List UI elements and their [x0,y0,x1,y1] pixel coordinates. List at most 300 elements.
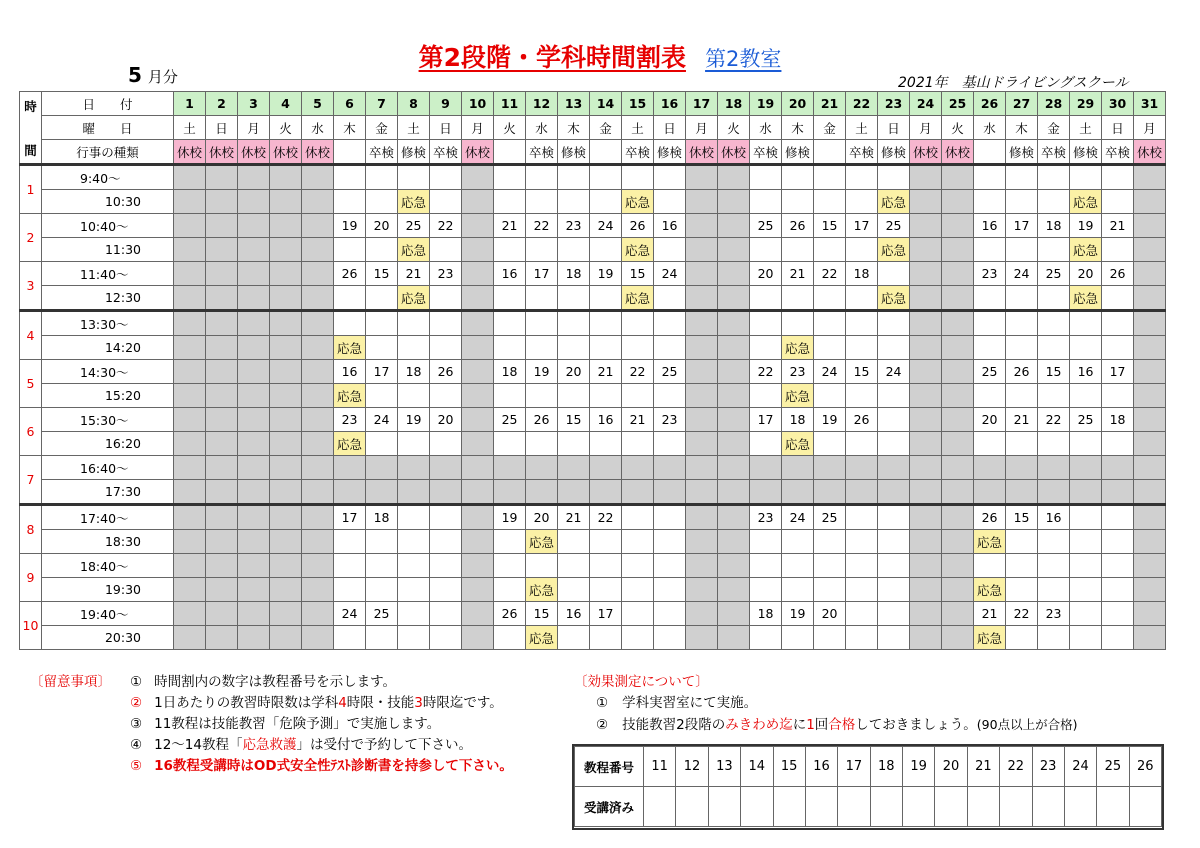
lesson-cell [206,554,238,578]
lesson-cell [430,311,462,336]
effect-text-red1: みきわめ迄 [725,717,793,733]
lesson-cell [206,214,238,238]
jikan-char: 時 [24,98,37,114]
note-text-pre: 1日あたりの教習時限数は学科 [154,695,339,711]
lesson-cell [750,238,782,262]
weekday-header-cell: 土 [622,116,654,140]
lesson-cell [718,408,750,432]
lesson-cell [238,360,270,384]
lesson-cell [622,578,654,602]
lesson-cell [174,286,206,311]
lesson-cell [846,190,878,214]
event-header-cell [334,140,366,165]
lesson-cell [654,480,686,505]
lesson-cell [878,262,910,286]
lesson-cell: 26 [1102,262,1134,286]
lesson-cell [1102,505,1134,530]
attendance-number: 26 [1129,747,1161,787]
lesson-cell [174,238,206,262]
lesson-cell [846,165,878,190]
lesson-cell [494,311,526,336]
lesson-cell [1038,432,1070,456]
date-header-cell: 27 [1006,92,1038,116]
lesson-cell [1070,554,1102,578]
lesson-cell: 15 [814,214,846,238]
weekday-header-cell: 水 [302,116,334,140]
lesson-cell [174,626,206,650]
lesson-cell [238,384,270,408]
lesson-cell [174,190,206,214]
lesson-cell [238,480,270,505]
event-header-label: 行事の種類 [42,140,174,165]
weekday-header-cell: 日 [878,116,910,140]
lesson-cell [462,456,494,480]
weekday-header-cell: 日 [206,116,238,140]
lesson-cell [366,286,398,311]
slot-end-time: 20:30 [42,626,174,650]
lesson-cell [942,554,974,578]
lesson-cell [942,505,974,530]
lesson-cell [1070,432,1102,456]
date-header-cell: 8 [398,92,430,116]
lesson-cell [558,190,590,214]
lesson-cell [494,530,526,554]
lesson-cell [494,286,526,311]
slot-start-time: 17:40〜 [42,505,174,530]
lesson-cell [846,456,878,480]
lesson-cell [174,530,206,554]
lesson-cell: 26 [1006,360,1038,384]
lesson-cell: 26 [846,408,878,432]
lesson-cell [942,360,974,384]
lesson-cell [430,480,462,505]
lesson-cell: 18 [398,360,430,384]
lesson-cell [398,578,430,602]
date-header-cell: 18 [718,92,750,116]
lesson-cell: 15 [1038,360,1070,384]
lesson-cell [270,602,302,626]
lesson-cell: 26 [526,408,558,432]
lesson-cell [494,165,526,190]
lesson-cell [622,554,654,578]
lesson-cell [462,190,494,214]
lesson-cell [206,578,238,602]
lesson-cell: 23 [430,262,462,286]
lesson-cell [270,626,302,650]
event-header-cell: 休校 [302,140,334,165]
emergency-cell: 応急 [526,578,558,602]
date-header-cell: 10 [462,92,494,116]
attendance-check-cell [676,787,708,827]
lesson-cell [302,262,334,286]
lesson-cell [270,480,302,505]
lesson-cell [910,480,942,505]
lesson-cell [238,626,270,650]
lesson-cell [302,480,334,505]
note-item [130,672,396,693]
lesson-cell [590,238,622,262]
lesson-cell [302,626,334,650]
date-header-cell: 1 [174,92,206,116]
lesson-cell [782,286,814,311]
lesson-cell [622,165,654,190]
lesson-cell [430,336,462,360]
lesson-cell [270,408,302,432]
lesson-cell [1102,336,1134,360]
lesson-cell [686,190,718,214]
lesson-cell [1038,238,1070,262]
date-header-cell: 13 [558,92,590,116]
date-header-cell: 23 [878,92,910,116]
slot-start-time: 18:40〜 [42,554,174,578]
slot-number: 8 [20,505,42,554]
lesson-cell [814,578,846,602]
lesson-cell: 16 [1038,505,1070,530]
lesson-cell [334,456,366,480]
lesson-cell [270,286,302,311]
date-header-cell: 20 [782,92,814,116]
emergency-cell: 応急 [622,238,654,262]
lesson-cell [622,530,654,554]
lesson-cell [238,602,270,626]
lesson-cell [1070,165,1102,190]
lesson-cell [846,432,878,456]
lesson-cell [590,456,622,480]
lesson-cell [430,286,462,311]
lesson-cell [526,311,558,336]
weekday-header-cell: 金 [590,116,622,140]
emergency-cell: 応急 [782,432,814,456]
lesson-cell [750,456,782,480]
lesson-cell [302,602,334,626]
note-item [130,756,513,777]
lesson-cell [846,602,878,626]
lesson-cell: 18 [1102,408,1134,432]
lesson-cell [270,554,302,578]
lesson-cell [334,238,366,262]
lesson-cell: 16 [494,262,526,286]
lesson-cell [686,626,718,650]
effect-text-post: しておきましょう。 [855,717,977,733]
lesson-cell [462,408,494,432]
lesson-cell [398,432,430,456]
lesson-cell [782,165,814,190]
lesson-cell: 19 [334,214,366,238]
note-item [130,735,513,756]
date-header-cell: 26 [974,92,1006,116]
emergency-cell: 応急 [782,336,814,360]
note-text-red1: 4 [338,695,347,711]
lesson-cell [686,408,718,432]
date-header-cell: 28 [1038,92,1070,116]
lesson-cell: 19 [814,408,846,432]
lesson-cell [622,311,654,336]
lesson-cell [1006,456,1038,480]
lesson-cell [942,432,974,456]
lesson-cell [398,384,430,408]
lesson-cell [462,602,494,626]
event-header-cell: 休校 [942,140,974,165]
lesson-cell [1134,480,1166,505]
slot-number: 7 [20,456,42,505]
lesson-cell [398,530,430,554]
lesson-cell: 17 [526,262,558,286]
lesson-cell [622,626,654,650]
lesson-cell [910,456,942,480]
emergency-cell: 応急 [782,384,814,408]
lesson-cell [462,360,494,384]
lesson-cell: 20 [1070,262,1102,286]
lesson-cell [686,578,718,602]
lesson-cell [718,505,750,530]
lesson-cell [814,336,846,360]
lesson-cell [910,384,942,408]
lesson-cell [174,214,206,238]
lesson-cell [270,456,302,480]
lesson-cell [1102,432,1134,456]
lesson-cell [238,408,270,432]
lesson-cell: 16 [1070,360,1102,384]
lesson-cell: 24 [590,214,622,238]
lesson-cell [878,626,910,650]
lesson-cell: 21 [1006,408,1038,432]
lesson-cell [1134,286,1166,311]
attendance-number: 18 [870,747,902,787]
lesson-cell [270,238,302,262]
event-header-cell: 休校 [718,140,750,165]
lesson-cell [526,554,558,578]
lesson-cell [302,336,334,360]
event-header-cell: 休校 [206,140,238,165]
lesson-cell [1070,456,1102,480]
date-header-cell: 15 [622,92,654,116]
note-text-red2: 3 [414,695,423,711]
lesson-cell: 23 [750,505,782,530]
lesson-cell [462,530,494,554]
attendance-number: 14 [741,747,773,787]
slot-start-time: 9:40〜 [42,165,174,190]
lesson-cell [270,311,302,336]
slot-start-time: 16:40〜 [42,456,174,480]
lesson-cell [206,408,238,432]
lesson-cell [270,190,302,214]
slot-number: 5 [20,360,42,408]
lesson-cell: 20 [430,408,462,432]
effect-text-mid2: 回 [814,717,829,733]
lesson-cell [750,432,782,456]
emergency-cell: 応急 [398,286,430,311]
lesson-cell [302,408,334,432]
attendance-check-cell [838,787,870,827]
lesson-cell [718,190,750,214]
attendance-number: 22 [1000,747,1032,787]
month-unit: 月分 [147,68,178,86]
lesson-cell [494,480,526,505]
lesson-cell [686,602,718,626]
lesson-cell [366,480,398,505]
lesson-cell [366,238,398,262]
lesson-cell: 26 [622,214,654,238]
slot-start-time: 10:40〜 [42,214,174,238]
lesson-cell [462,336,494,360]
lesson-cell: 17 [1006,214,1038,238]
lesson-cell [910,286,942,311]
lesson-cell: 19 [590,262,622,286]
slot-end-time: 10:30 [42,190,174,214]
effect-item [596,693,1077,714]
lesson-cell [1070,480,1102,505]
lesson-cell [910,530,942,554]
lesson-cell: 16 [654,214,686,238]
lesson-cell [942,602,974,626]
lesson-cell: 20 [366,214,398,238]
lesson-cell [654,238,686,262]
attendance-check-cell [1032,787,1064,827]
lesson-cell: 24 [334,602,366,626]
lesson-cell [590,336,622,360]
lesson-cell [750,626,782,650]
lesson-cell [718,456,750,480]
lesson-cell [814,384,846,408]
lesson-cell: 24 [366,408,398,432]
lesson-cell [686,480,718,505]
lesson-cell [782,554,814,578]
event-header-cell: 休校 [462,140,494,165]
attendance-check-cell [1000,787,1032,827]
lesson-cell [1006,432,1038,456]
effect-number: ① [596,695,609,711]
date-header-cell: 29 [1070,92,1102,116]
lesson-cell [526,384,558,408]
lesson-cell [910,602,942,626]
lesson-cell [1134,190,1166,214]
lesson-cell [654,190,686,214]
weekday-header-cell: 月 [238,116,270,140]
event-header-cell: 修検 [1006,140,1038,165]
lesson-cell [494,384,526,408]
lesson-cell [1134,214,1166,238]
lesson-cell [750,554,782,578]
lesson-cell [206,262,238,286]
lesson-cell [910,336,942,360]
lesson-cell [718,238,750,262]
lesson-cell [558,238,590,262]
lesson-cell [366,165,398,190]
lesson-cell [270,262,302,286]
emergency-cell: 応急 [334,384,366,408]
weekday-header-cell: 月 [686,116,718,140]
lesson-cell [270,360,302,384]
lesson-cell [622,505,654,530]
lesson-cell [174,554,206,578]
lesson-cell [974,480,1006,505]
lesson-cell [878,311,910,336]
effect-text-pre: 技能教習2段階の [622,717,726,733]
lesson-cell [1070,311,1102,336]
note-number: ③ [130,716,143,732]
event-header-cell: 休校 [1134,140,1166,165]
lesson-cell [238,190,270,214]
lesson-cell: 23 [974,262,1006,286]
attendance-number: 23 [1032,747,1064,787]
lesson-cell [590,530,622,554]
lesson-cell: 24 [878,360,910,384]
page-title: 第2段階・学科時間割表 [418,43,686,72]
lesson-cell [462,238,494,262]
lesson-cell: 24 [782,505,814,530]
lesson-cell [558,530,590,554]
lesson-cell [366,578,398,602]
slot-start-time: 13:30〜 [42,311,174,336]
lesson-cell [1134,432,1166,456]
lesson-cell: 16 [974,214,1006,238]
lesson-cell [686,432,718,456]
note-text: 時間割内の数字は教程番号を示します。 [154,674,397,690]
lesson-cell [1134,602,1166,626]
lesson-cell [1134,505,1166,530]
lesson-cell [558,336,590,360]
lesson-cell [846,505,878,530]
effects-title: 〔効果測定について〕 [574,674,709,690]
lesson-cell [750,336,782,360]
attendance-number: 19 [903,747,935,787]
lesson-cell [558,432,590,456]
attendance-check-cell [903,787,935,827]
lesson-cell [1006,480,1038,505]
lesson-cell [814,165,846,190]
lesson-cell [206,336,238,360]
attendance-number: 11 [644,747,676,787]
lesson-cell [270,432,302,456]
lesson-cell [270,165,302,190]
lesson-cell [1102,602,1134,626]
lesson-cell: 23 [1038,602,1070,626]
lesson-cell [846,626,878,650]
lesson-cell [686,286,718,311]
attendance-number: 24 [1064,747,1096,787]
lesson-cell [622,480,654,505]
lesson-cell: 20 [526,505,558,530]
note-number: ② [130,695,143,711]
lesson-cell [782,578,814,602]
lesson-cell: 21 [1102,214,1134,238]
lesson-cell [462,505,494,530]
lesson-cell [238,336,270,360]
weekday-header-cell: 月 [1134,116,1166,140]
attendance-check-cell [805,787,837,827]
lesson-cell [366,384,398,408]
date-header-label: 日 付 [42,92,174,116]
lesson-cell: 21 [622,408,654,432]
lesson-cell [494,578,526,602]
effects-section [574,672,1077,736]
month-label [128,63,178,87]
lesson-cell [302,286,334,311]
lesson-cell: 19 [782,602,814,626]
lesson-cell [974,190,1006,214]
emergency-cell: 応急 [974,578,1006,602]
lesson-cell [238,530,270,554]
lesson-cell [782,530,814,554]
lesson-cell [1134,408,1166,432]
lesson-cell [590,190,622,214]
weekday-header-cell: 木 [334,116,366,140]
lesson-cell [1134,626,1166,650]
jikan-char: 間 [24,142,37,158]
date-header-cell: 6 [334,92,366,116]
lesson-cell [238,214,270,238]
lesson-cell [558,165,590,190]
